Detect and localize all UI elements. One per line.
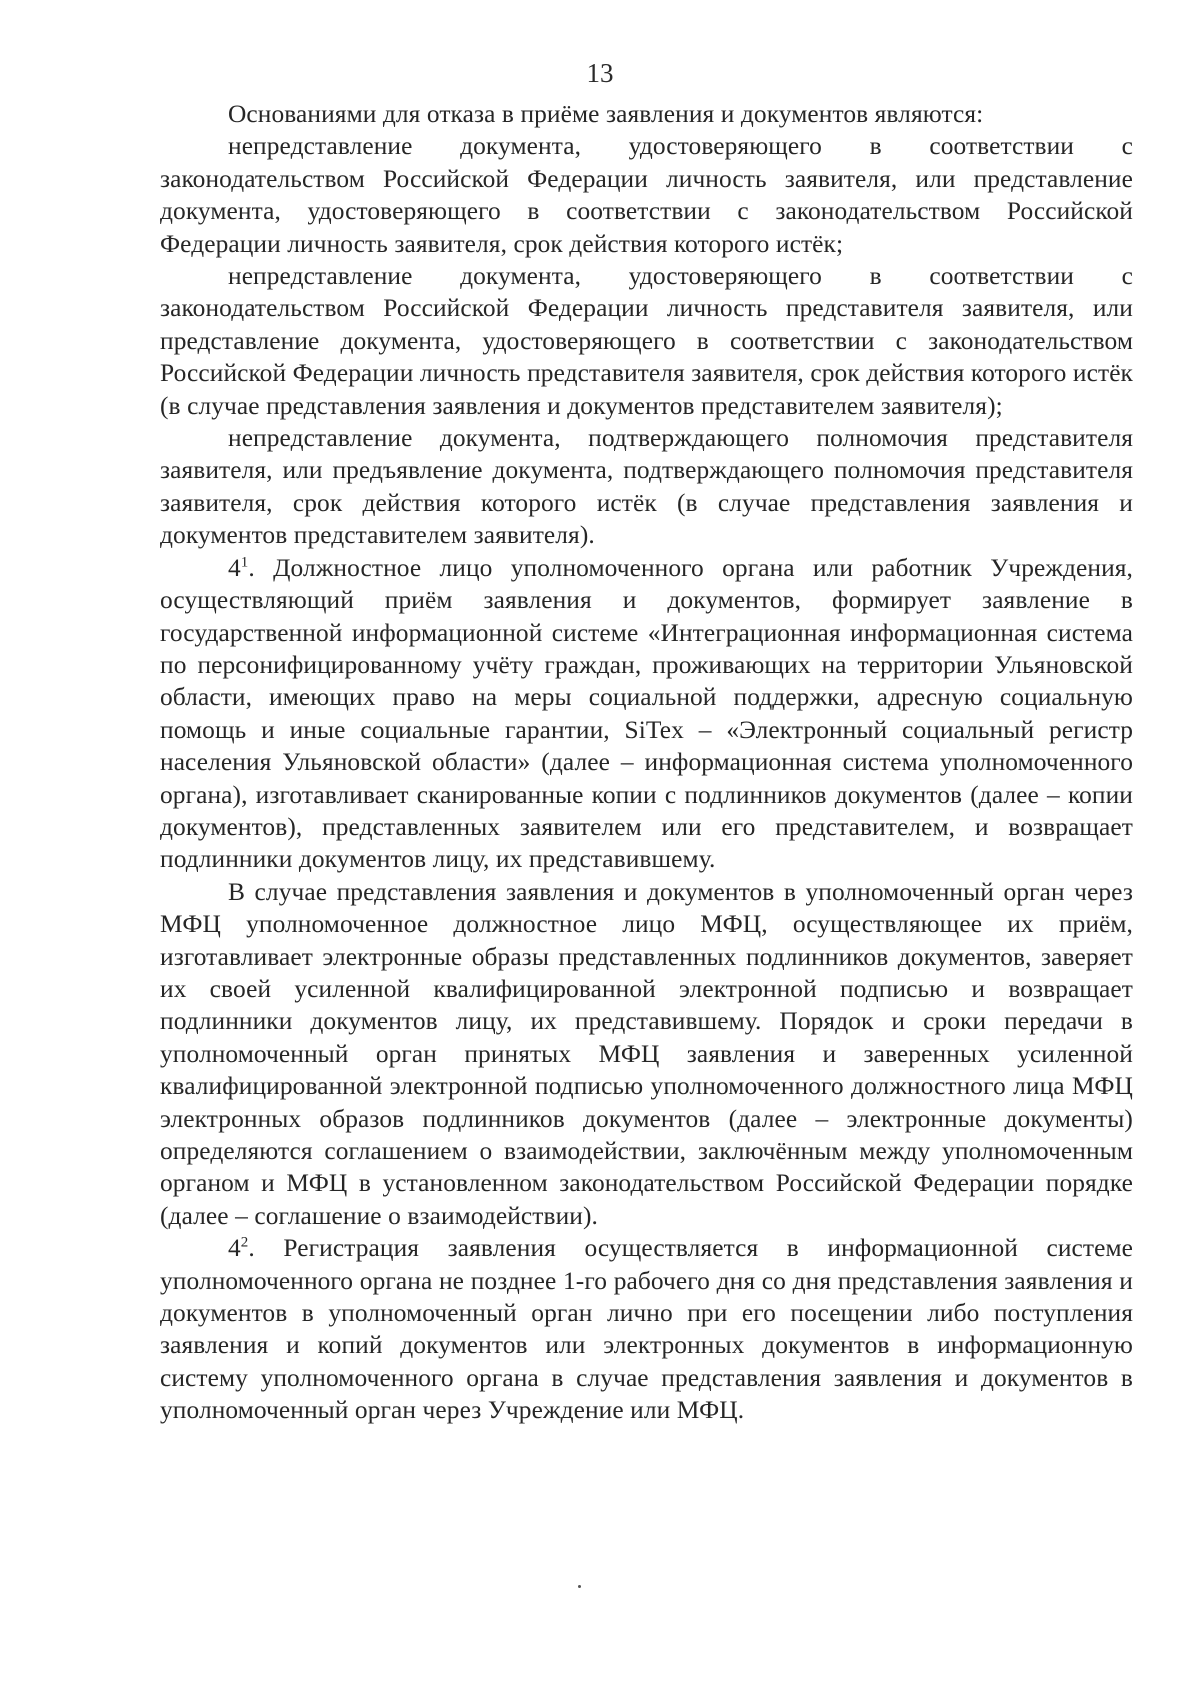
- paragraph-mfc: В случае представления заявления и документов в уполномоченный орган через МФЦ уполномоченное должностное лицо МФЦ, осуществляющее их приём, изготавливает электронные образы представленных подлинников документов, заверяет их своей усиленной квалифицированной электронной подписью и возвращает подлинники документов лицу, их представившему. Порядок и сроки передачи в уполномоченный орган принятых МФЦ заявления и заверенных усиленной квалифицированной электронной подписью уполномоченного должностного лица МФЦ электронных образов подлинников документов (далее – электронные документы) определяются соглашением о взаимодействии, заключённым между уполномоченным органом и МФЦ в установленном законодательством Российской Федерации порядке (далее – соглашение о взаимодействии).: [160, 877, 1133, 1230]
- page-number: 13: [586, 58, 614, 88]
- paragraph-refusal-grounds: Основаниями для отказа в приёме заявления и документов являются:: [228, 100, 984, 128]
- clause-superscript: 2: [240, 1234, 249, 1251]
- paragraph-applicant-id: непредставление документа, удостоверяющего в соответствии с законодательством Российской Федерации личность заявителя, или представление документа, удостоверяющего в соответствии с законодательством Российской Федерации личность заявителя, срок действия которого истёк;: [160, 132, 1133, 258]
- paragraph-representative-id: непредставление документа, удостоверяющего в соответствии с законодательством Российской Федерации личность представителя заявителя, или представление документа, удостоверяющего в соответствии с законодательством Российской Федерации личность представителя заявителя, срок действия которого истёк (в случае представления заявления и документов представителем заявителя);: [160, 262, 1133, 420]
- clause-superscript: 1: [240, 554, 249, 571]
- paragraph-4-2: $4^2$. Регистрация заявления осуществляется в информационной системе уполномоченного органа не позднее 1-го рабочего дня со дня представления заявления и документов в уполномоченный орган лично при его посещении либо поступления заявления и копий документов или электронных документов в информационную систему уполномоченного органа в случае представления заявления и документов в уполномоченный орган через Учреждение или МФЦ.: [160, 1234, 1133, 1425]
- document-body: [160, 98, 1133, 1427]
- scan-speck: [578, 1585, 581, 1588]
- paragraph-4-1: $4^1$. Должностное лицо уполномоченного органа или работник Учреждения, осуществляющий приём заявления и документов, формирует заявление в государственной информационной системе «Интеграционная информационная система по персонифицированному учёту граждан, проживающих на территории Ульяновской области, имеющих право на меры социальной поддержки, адресную социальную помощь и иные социальные гарантии, SiTex – «Электронный социальный регистр населения Ульяновской области» (далее – информационная система уполномоченного органа), изготавливает сканированные копии с подлинников документов (далее – копии документов), представленных заявителем или его представителем, и возвращает подлинники документов лицу, их представившему.: [160, 553, 1133, 874]
- clause-number: 4: [228, 1234, 241, 1263]
- paragraph-representative-authority: непредставление документа, подтверждающего полномочия представителя заявителя, или предъявление документа, подтверждающего полномочия представителя заявителя, срок действия которого истёк (в случае представления заявления и документов представителем заявителя).: [160, 424, 1133, 550]
- clause-number: 4: [228, 553, 241, 582]
